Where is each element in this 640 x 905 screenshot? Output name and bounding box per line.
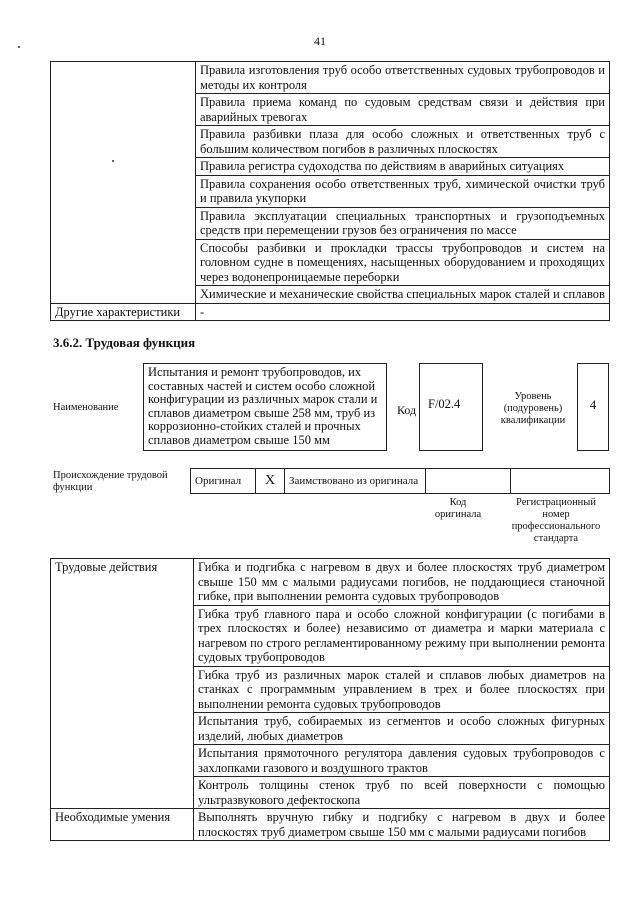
qualification-level-label: Уровень (подуровень) квалификации (500, 391, 566, 426)
original-label: Оригинал (191, 469, 256, 494)
code-label: Код (397, 403, 417, 417)
action-item: Испытания труб, собираемых из сегментов и особо сложных фигурных изделий, любых диаметров (194, 713, 610, 745)
action-item: Гибка и подгибка с нагревом в двух и более плоскостях труб диаметром свыше 150 мм с малыми радиусами погибов, не поддающиеся станочной гибке, при выполнении ремонта судовых трубопроводов (194, 559, 610, 606)
function-name: Испытания и ремонт трубопроводов, их составных частей и систем особо сложной конфигурации из различных марок стали и сплавов диаметром свыше 258 мм, труб из коррозионно-стойких сталей и прочных сплавов диаметром свыше 150 мм (143, 363, 387, 451)
code-original-cell (426, 469, 511, 494)
original-mark: X (256, 469, 285, 494)
other-characteristics-value: - (196, 303, 610, 321)
qualification-level: 4 (577, 363, 609, 451)
knowledge-item: Правила эксплуатации специальных транспортных и грузоподъемных средств при перемещении грузов без ограничения по массе (196, 207, 610, 239)
actions-label: Трудовые действия (51, 559, 194, 809)
scan-speck (18, 46, 20, 48)
section-heading: 3.6.2. Трудовая функция (53, 335, 196, 350)
skill-item: Выполнять вручную гибку и подгибку с нагревом в двух и более плоскостях труб диаметром свыше 150 мм с малыми радиусами погибов (194, 809, 610, 841)
borrowed-label: Заимствовано из оригинала (285, 469, 426, 494)
origin-label: Происхождение трудовой функции (53, 470, 168, 493)
action-item: Испытания прямоточного регулятора давления судовых трубопроводов с захлопками газового и воздушного трактов (194, 745, 610, 777)
function-code: F/02.4 (419, 363, 483, 451)
actions-table (50, 558, 610, 841)
reg-number-caption: Регистрационный номер профессионального стандарта (511, 497, 601, 544)
code-original-caption: Код оригинала (434, 497, 482, 520)
action-item: Гибка труб из различных марок сталей и сплавов любых диаметров на станках с программным управлением в трех и более плоскостях при выполнении ремонта судовых трубопроводов (194, 666, 610, 713)
knowledge-item: Правила разбивки плаза для особо сложных и ответственных труб с большим количеством погибов в различных плоскостях (196, 126, 610, 158)
origin-table (190, 468, 610, 494)
reg-number-cell (511, 469, 610, 494)
knowledge-item: Химические и механические свойства специальных марок сталей и сплавов (196, 286, 610, 304)
knowledge-item: Правила приема команд по судовым средствам связи и действия при аварийных тревогах (196, 94, 610, 126)
action-item: Контроль толщины стенок труб по всей поверхности с помощью ультразвукового дефектоскопа (194, 777, 610, 809)
skills-label: Необходимые умения (51, 809, 194, 841)
knowledge-item: Правила регистра судоходства по действиям в аварийных ситуациях (196, 158, 610, 176)
name-label: Наименование (53, 402, 119, 413)
other-characteristics-label: Другие характеристики (51, 303, 196, 321)
page-number: 41 (314, 34, 326, 48)
knowledge-item: Правила сохранения особо ответственных труб, химической очистки труб и правила укупорки (196, 175, 610, 207)
knowledge-item: Способы разбивки и прокладки трассы трубопроводов и систем на головном судне в помещениях, насыщенных оборудованием и проходящих через водонепроницаемые переборки (196, 239, 610, 286)
knowledge-item: Правила изготовления труб особо ответственных судовых трубопроводов и методы их контроля (196, 62, 610, 94)
knowledge-label-cell (51, 62, 196, 304)
scan-speck (112, 160, 114, 162)
action-item: Гибка труб главного пара и особо сложной конфигурации (с погибами в трех плоскостях и более) независимо от диаметра и марки материала с нагревом по строго регламентированному режиму при выполнении ремонта судовых трубопроводов (194, 605, 610, 666)
knowledge-table (50, 61, 610, 321)
